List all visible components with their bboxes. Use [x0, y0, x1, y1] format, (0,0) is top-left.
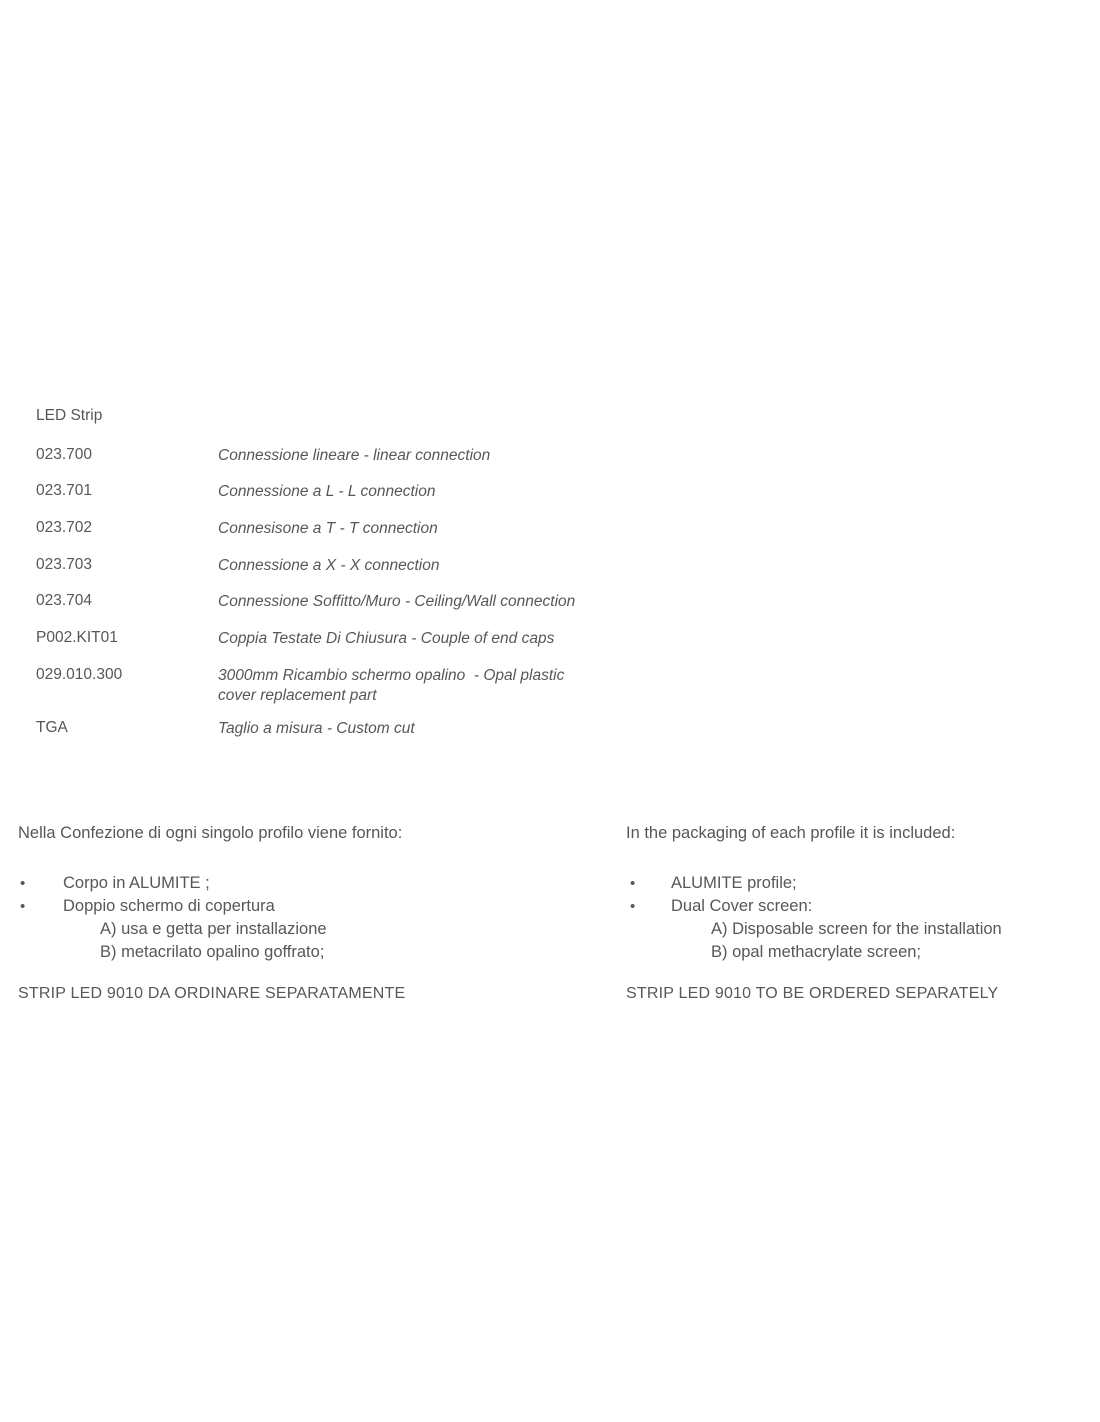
packaging-heading-en: In the packaging of each profile it is included:	[626, 824, 956, 842]
part-description	[218, 446, 618, 466]
bullet-item-label: Corpo in ALUMITE ;	[63, 874, 210, 892]
bullet-icon: •	[630, 875, 636, 892]
part-description-line: Connessione a X - X connection	[218, 557, 440, 574]
part-description-line: Coppia Testate Di Chiusura - Couple of end caps	[218, 630, 555, 647]
bullet-icon: •	[20, 898, 26, 915]
bullet-item-label: Doppio schermo di copertura	[63, 897, 275, 915]
bullet-icon: •	[20, 875, 26, 892]
led-strip-label: LED Strip	[36, 407, 103, 424]
part-description	[218, 556, 618, 576]
part-description-line: Taglio a misura - Custom cut	[218, 720, 415, 737]
part-description-line: Connessione Soffitto/Muro - Ceiling/Wall connection	[218, 593, 576, 610]
part-description	[218, 519, 618, 539]
order-note-it: STRIP LED 9010 DA ORDINARE SEPARATAMENTE	[18, 985, 406, 1002]
part-description	[218, 629, 618, 649]
sub-item-b: B) opal methacrylate screen;	[711, 943, 922, 961]
part-description	[218, 592, 618, 612]
part-description-line: Connessione a L - L connection	[218, 483, 436, 500]
part-code: 023.704	[36, 592, 93, 609]
part-code: 023.700	[36, 446, 93, 463]
part-code: TGA	[36, 719, 68, 736]
sub-item-a: A) Disposable screen for the installation	[711, 920, 1002, 938]
part-description	[218, 719, 618, 739]
bullet-item	[630, 895, 812, 918]
part-code: P002.KIT01	[36, 629, 118, 646]
bullet-icon: •	[630, 898, 636, 915]
bullet-item	[20, 895, 275, 918]
bullet-item	[630, 872, 797, 895]
part-description-line: cover replacement part	[218, 686, 377, 704]
part-description-line: Connesisone a T - T connection	[218, 520, 438, 537]
sub-item-a: A) usa e getta per installazione	[100, 920, 327, 938]
bullet-item-label: ALUMITE profile;	[671, 874, 797, 892]
packaging-heading-it: Nella Confezione di ogni singolo profilo viene fornito:	[18, 824, 403, 842]
part-description-line: Connessione lineare - linear connection	[218, 447, 491, 464]
order-note-en: STRIP LED 9010 TO BE ORDERED SEPARATELY	[626, 985, 999, 1002]
part-code: 023.701	[36, 482, 93, 499]
part-description-line: 3000mm Ricambio schermo opalino - Opal plastic	[218, 667, 565, 684]
part-code: 023.703	[36, 556, 93, 573]
bullet-item-label: Dual Cover screen:	[671, 897, 813, 915]
bullet-item	[20, 872, 210, 895]
parts-list	[36, 446, 636, 766]
part-code: 023.702	[36, 519, 93, 536]
part-description	[218, 666, 618, 705]
sub-item-b: B) metacrilato opalino goffrato;	[100, 943, 325, 961]
part-code: 029.010.300	[36, 666, 123, 683]
part-description	[218, 482, 618, 502]
